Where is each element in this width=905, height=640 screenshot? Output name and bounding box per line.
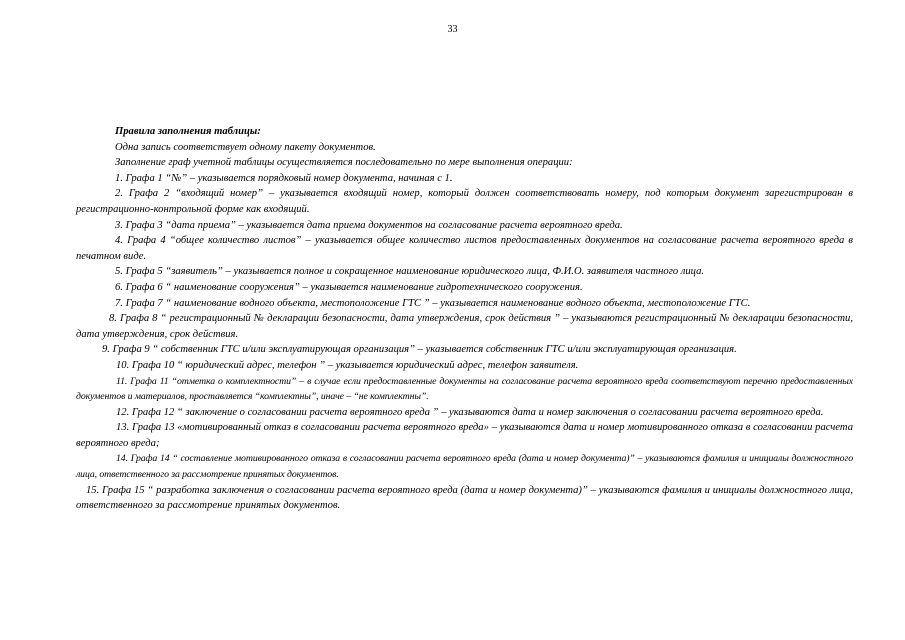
paragraph: 15. Графа 15 “ разработка заключения о согласовании расчета вероятного вреда (дата и номер документа)” – указываются фамилия и инициалы должностного лица, ответственного за рассмотрение принятых документов. — [76, 484, 853, 512]
paragraph: Заполнение граф учетной таблицы осуществляется последовательно по мере выполнения операции: — [115, 157, 573, 169]
paragraph: 14. Графа 14 “ составление мотивированного отказа в согласовании расчета вероятного вреда (дата и номер документа)” – указываются фамилия и инициалы должностного лица, ответственного за рассмотрение принятых документов. — [76, 453, 853, 481]
paragraph: 4. Графа 4 “общее количество листов” – указывается общее количество листов предоставленных документов на согласование расчета вероятного вреда в печатном виде. — [76, 235, 853, 262]
paragraph: 6. Графа 6 “ наименование сооружения” – указывается наименование гидротехнического сооружения. — [115, 281, 583, 293]
paragraph: 1. Графа 1 “№” – указывается порядковый номер документа, начиная с 1. — [115, 172, 453, 184]
page-number: 33 — [447, 24, 458, 35]
paragraph: 2. Графа 2 “входящий номер” – указывается входящий номер, который должен соответствовать номеру, под которым документ зарегистрирован в регистрационно-контрольной форме как входящий. — [76, 188, 853, 215]
document-body — [76, 124, 853, 514]
paragraph: 7. Графа 7 “ наименование водного объекта, местоположение ГТС ” – указывается наименование водного объекта, местоположение ГТС. — [115, 297, 751, 309]
paragraph: 5. Графа 5 “заявитель” – указывается полное и сокращенное наименование юридического лица, Ф.И.О. заявителя частного лица. — [115, 266, 705, 278]
paragraph: 8. Графа 8 “ регистрационный № декларации безопасности, дата утверждения, срок действия ” – указываются регистрационный № декларации безопасности, дата утверждения, срок действия. — [76, 313, 853, 340]
paragraph: 10. Графа 10 “ юридический адрес, телефон ” – указывается юридический адрес, телефон заявителя. — [116, 359, 579, 371]
paragraph: 13. Графа 13 «мотивированный отказ в согласовании расчета вероятного вреда» – указываются дата и номер мотивированного отказа в согласовании расчета вероятного вреда; — [76, 422, 853, 449]
paragraph: Одна запись соответствует одному пакету документов. — [115, 141, 376, 153]
paragraph: 11. Графа 11 “отметка о комплектности” – в случае если предоставленные документы на согласование расчета вероятного вреда соответствуют перечню предоставленных документов и материалов, проставляется “комплектны”, иначе – “не комплектны”. — [76, 375, 853, 403]
paragraph: 12. Графа 12 “ заключение о согласовании расчета вероятного вреда ” – указываются дата и номер заключения о согласовании расчета вероятного вреда. — [116, 406, 824, 418]
rules-heading: Правила заполнения таблицы: — [115, 126, 261, 137]
paragraph: 9. Графа 9 “ собственник ГТС и/или эксплуатирующая организация” – указывается собственник ГТС и/или эксплуатирующая организация. — [102, 344, 737, 356]
paragraph: 3. Графа 3 “дата приема” – указывается дата приема документов на согласование расчета вероятного вреда. — [115, 219, 623, 231]
